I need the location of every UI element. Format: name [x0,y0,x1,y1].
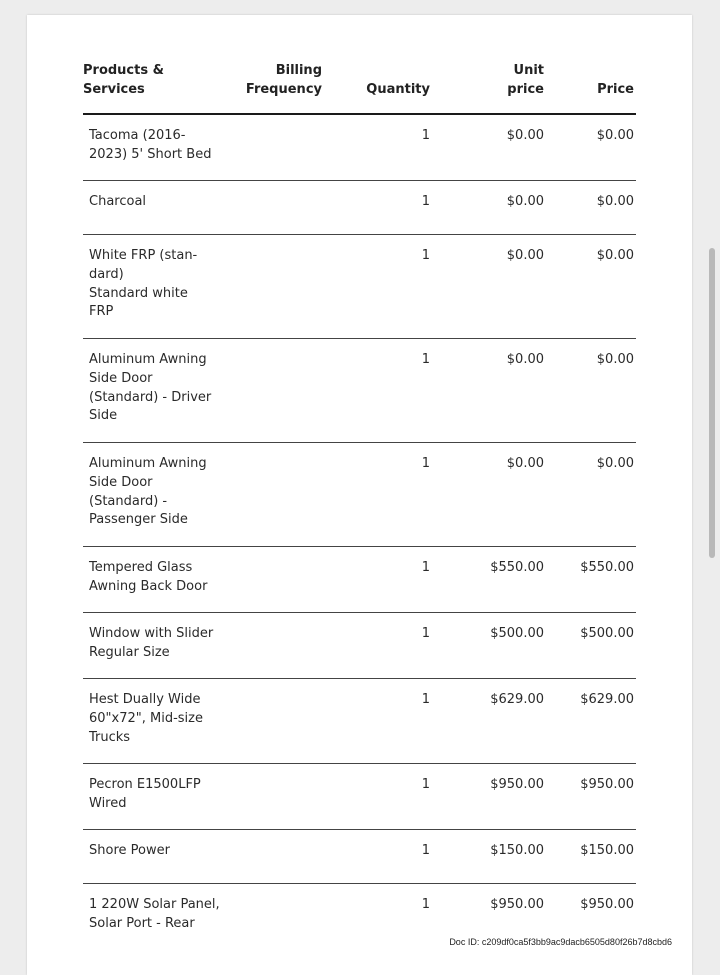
product-name: White FRP (stan- dard) Standard white FRP [89,248,198,320]
unit-price-value: $150.00 [490,843,544,858]
table-row [83,115,636,181]
quantity-value: 1 [421,692,430,707]
header-billing-frequency: Billing Frequency [245,63,322,97]
quantity-value: 1 [421,128,430,143]
price-value: $0.00 [596,352,634,367]
price-value: $0.00 [596,456,634,471]
quantity-value: 1 [421,843,430,858]
table-row [83,339,636,443]
product-name: Window with Slider Regular Size [89,626,214,660]
product-name: Aluminum Awning Side Door (Standard) - Driver Side [89,352,212,424]
table-row [83,884,636,959]
quantity-value: 1 [421,352,430,367]
header-unit-price: Unit price [507,63,544,97]
unit-price-value: $0.00 [506,456,544,471]
scrollbar[interactable] [709,248,715,558]
quantity-value: 1 [421,560,430,575]
quantity-value: 1 [421,456,430,471]
doc-id: Doc ID: c209df0ca5f3bb9ac9dacb6505d80f26b7d8cbd6 [449,937,672,947]
table-row [83,679,636,764]
product-name: Tempered Glass Awning Back Door [89,560,208,594]
unit-price-value: $550.00 [490,560,544,575]
products-table [83,61,636,959]
header-price: Price [597,81,634,97]
table-body [83,115,636,959]
table-row [83,764,636,830]
document-page [27,15,692,975]
unit-price-value: $950.00 [490,777,544,792]
table-row [83,181,636,235]
product-name: 1 220W Solar Panel, Solar Port - Rear [89,897,220,931]
product-name: Shore Power [89,843,170,858]
table-row [83,613,636,679]
unit-price-value: $0.00 [506,128,544,143]
product-name: Hest Dually Wide 60"x72", Mid-size Trucks [89,692,203,745]
product-name: Pecron E1500LFP Wired [89,777,201,811]
table-row [83,235,636,339]
quantity-value: 1 [421,248,430,263]
table-row [83,547,636,613]
price-value: $500.00 [580,626,634,641]
product-name: Tacoma (2016- 2023) 5' Short Bed [89,128,212,162]
header-quantity: Quantity [366,81,430,97]
quantity-value: 1 [421,626,430,641]
price-value: $150.00 [580,843,634,858]
product-name: Charcoal [89,194,147,209]
table-row [83,830,636,884]
price-value: $950.00 [580,777,634,792]
unit-price-value: $500.00 [490,626,544,641]
unit-price-value: $629.00 [490,692,544,707]
table-row [83,443,636,547]
price-value: $0.00 [596,248,634,263]
quantity-value: 1 [421,897,430,912]
quantity-value: 1 [421,194,430,209]
unit-price-value: $0.00 [506,194,544,209]
product-name: Aluminum Awning Side Door (Standard) - Passenger Side [89,456,207,528]
unit-price-value: $0.00 [506,248,544,263]
table-header [83,61,636,115]
unit-price-value: $0.00 [506,352,544,367]
header-products: Products & Services [83,63,164,97]
price-value: $550.00 [580,560,634,575]
unit-price-value: $950.00 [490,897,544,912]
price-value: $0.00 [596,194,634,209]
price-value: $629.00 [580,692,634,707]
quantity-value: 1 [421,777,430,792]
price-value: $0.00 [596,128,634,143]
price-value: $950.00 [580,897,634,912]
